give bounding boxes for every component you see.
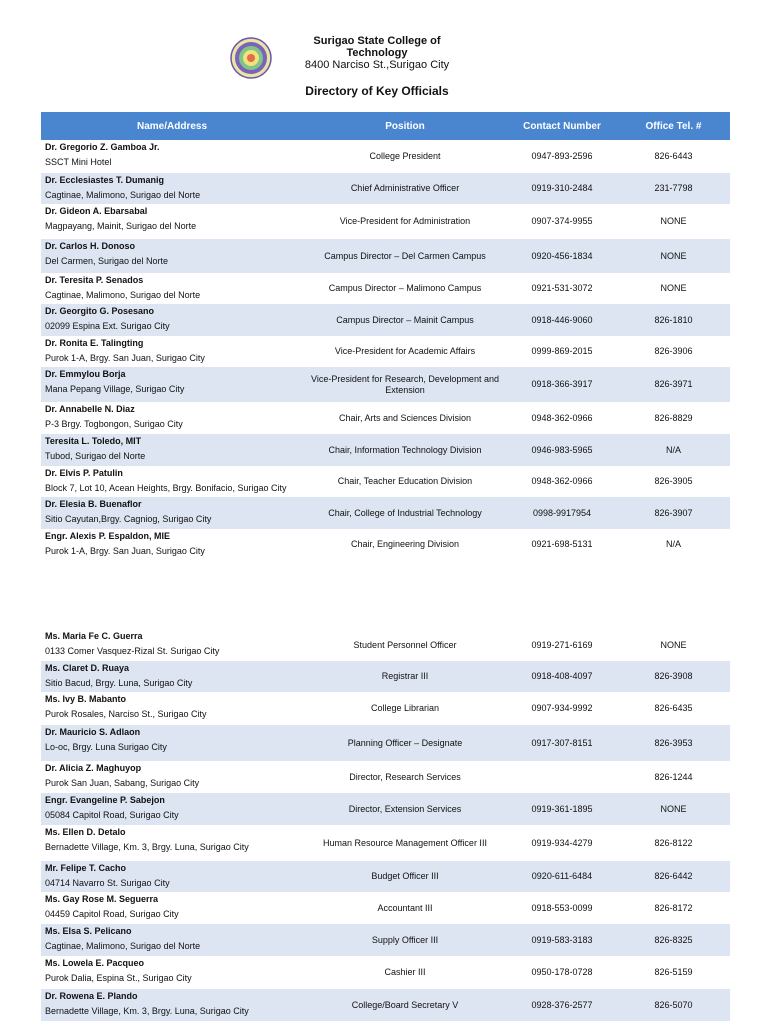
official-name: Engr. Alexis P. Espaldon, MIE — [45, 531, 171, 541]
office-tel-cell: NONE — [617, 239, 730, 273]
table-row — [41, 793, 730, 825]
table-row — [41, 273, 730, 304]
table-row — [41, 336, 730, 367]
official-name: Dr. Ronita E. Talingting — [45, 338, 144, 348]
official-address: Cagtinae, Malimono, Surigao del Norte — [45, 941, 201, 951]
name-address-cell — [41, 924, 303, 956]
office-tel-cell: NONE — [617, 793, 730, 825]
contact-number-cell: 0921-531-3072 — [531, 283, 593, 293]
official-address: Mana Pepang Village, Surigao City — [45, 384, 185, 394]
office-tel-cell: NONE — [660, 216, 687, 226]
officials-table — [41, 112, 730, 560]
official-address: Block 7, Lot 10, Acean Heights, Brgy. Bonifacio, Surigao City — [45, 483, 287, 493]
official-name: Dr. Elesia B. Buenaflor — [45, 499, 142, 509]
office-tel-cell: 826-1810 — [617, 304, 730, 336]
contact-number-cell: 0947-893-2596 — [531, 151, 593, 161]
official-name: Dr. Gideon A. Ebarsabal — [45, 206, 148, 216]
official-address: Purok Rosales, Narciso St., Surigao City — [45, 709, 207, 719]
name-address-cell — [41, 661, 303, 692]
contact-number-cell: 0920-456-1834 — [507, 239, 617, 273]
position-cell: Director, Extension Services — [303, 793, 507, 825]
official-address: Bernadette Village, Km. 3, Brgy. Luna, Surigao City — [45, 1006, 249, 1016]
position-cell: Vice-President for Academic Affairs — [334, 346, 476, 356]
contact-number-cell: 0918-446-9060 — [507, 304, 617, 336]
official-name: Ms. Ellen D. Detalo — [45, 827, 126, 837]
column-header: Contact Number — [507, 112, 617, 140]
official-name: Ms. Elsa S. Pelicano — [45, 926, 132, 936]
official-name: Teresita L. Toledo, MIT — [45, 436, 142, 446]
position-cell: Registrar III — [303, 661, 507, 692]
office-tel-cell: 826-5159 — [654, 967, 693, 977]
contact-number-cell: 0919-271-6169 — [531, 639, 593, 650]
official-name: Mr. Felipe T. Cacho — [45, 863, 127, 873]
name-address-cell — [41, 434, 303, 466]
table-row — [41, 989, 730, 1021]
official-name: Ms. Maria Fe C. Guerra — [45, 631, 143, 641]
office-tel-cell: 826-8325 — [617, 924, 730, 956]
official-address: SSCT Mini Hotel — [45, 157, 112, 167]
table-row — [41, 725, 730, 761]
office-tel-cell: 826-3908 — [617, 661, 730, 692]
office-tel-cell: NONE — [660, 283, 687, 293]
institution-header — [284, 35, 470, 71]
table-row — [41, 239, 730, 273]
official-address: Purok Dalia, Espina St., Surigao City — [45, 973, 192, 983]
contact-number-cell: 0919-361-1895 — [507, 793, 617, 825]
official-name: Dr. Elvis P. Patulin — [45, 468, 123, 478]
name-address-cell — [41, 892, 303, 924]
name-address-cell — [41, 239, 303, 273]
office-tel-cell: 826-8122 — [654, 837, 693, 848]
official-address: Lo-oc, Brgy. Luna Surigao City — [45, 742, 167, 752]
official-name: Ms. Claret D. Ruaya — [45, 663, 130, 673]
official-address: Cagtinae, Malimono, Surigao del Norte — [45, 290, 201, 300]
contact-number-cell: 0998-9917954 — [507, 497, 617, 529]
contact-number-cell: 0919-310-2484 — [507, 173, 617, 204]
official-address: Purok San Juan, Sabang, Surigao City — [45, 778, 200, 788]
contact-number-cell: 0907-374-9955 — [531, 216, 593, 226]
name-address-cell — [41, 692, 303, 725]
name-address-cell — [41, 173, 303, 204]
institution-name: Surigao State College of Technology — [313, 35, 441, 59]
name-address-cell — [41, 793, 303, 825]
official-address: Purok 1-A, Brgy. San Juan, Surigao City — [45, 353, 205, 363]
contact-number-cell: 0917-307-8151 — [507, 725, 617, 761]
table-row — [41, 956, 730, 989]
table-row — [41, 140, 730, 173]
position-cell: Chair, Engineering Division — [350, 539, 460, 549]
contact-number-cell: 0946-983-5965 — [507, 434, 617, 466]
position-cell: Campus Director – Mainit Campus — [303, 304, 507, 336]
name-address-cell — [41, 956, 303, 989]
office-tel-cell: 826-3953 — [617, 725, 730, 761]
table-row — [41, 529, 730, 560]
official-name: Dr. Teresita P. Senados — [45, 275, 144, 285]
contact-number-cell: 0907-934-9992 — [531, 703, 593, 713]
officials-table-continued — [41, 629, 730, 1021]
official-name: Dr. Mauricio S. Adlaon — [45, 727, 141, 737]
office-tel-cell: 826-3907 — [617, 497, 730, 529]
name-address-cell — [41, 204, 303, 239]
table-row — [41, 434, 730, 466]
official-name: Dr. Alicia Z. Maghuyop — [45, 763, 142, 773]
position-cell: Campus Director – Malimono Campus — [328, 283, 482, 293]
institution-address: 8400 Narciso St.,Surigao City — [304, 59, 450, 71]
name-address-cell — [41, 761, 303, 793]
official-address: 0133 Comer Vasquez-Rizal St. Surigao City — [45, 646, 220, 656]
official-address: 04459 Capitol Road, Surigao City — [45, 909, 179, 919]
office-tel-cell: 826-8172 — [654, 902, 693, 913]
contact-number-cell: 0919-934-4279 — [531, 837, 593, 848]
official-name: Dr. Georgito G. Posesano — [45, 306, 155, 316]
name-address-cell — [41, 466, 303, 497]
office-tel-cell: 826-5070 — [617, 989, 730, 1021]
position-cell: Vice-President for Administration — [339, 216, 471, 226]
official-name: Ms. Gay Rose M. Seguerra — [45, 894, 159, 904]
name-address-cell — [41, 336, 303, 367]
table-row — [41, 661, 730, 692]
official-address: 02099 Espina Ext. Surigao City — [45, 321, 170, 331]
table-row — [41, 173, 730, 204]
table-row — [41, 825, 730, 861]
official-address: Sitio Cayutan,Brgy. Cagniog, Surigao City — [45, 514, 212, 524]
office-tel-cell: N/A — [617, 434, 730, 466]
official-name: Dr. Carlos H. Donoso — [45, 241, 136, 251]
name-address-cell — [41, 140, 303, 173]
name-address-cell — [41, 725, 303, 761]
position-cell: College/Board Secretary V — [303, 989, 507, 1021]
name-address-cell — [41, 273, 303, 304]
official-name: Ms. Ivy B. Mabanto — [45, 694, 127, 704]
position-cell: Chair, Arts and Sciences Division — [338, 412, 472, 423]
table-row — [41, 204, 730, 239]
official-name: Dr. Emmylou Borja — [45, 369, 126, 379]
position-cell: Accountant III — [377, 902, 433, 913]
position-cell: Chair, College of Industrial Technology — [303, 497, 507, 529]
column-header: Office Tel. # — [617, 112, 730, 140]
official-name: Dr. Gregorio Z. Gamboa Jr. — [45, 142, 160, 152]
position-cell: College Librarian — [370, 703, 440, 713]
table-row — [41, 924, 730, 956]
name-address-cell — [41, 989, 303, 1021]
official-address: Tubod, Surigao del Norte — [45, 451, 146, 461]
contact-number-cell: 0921-698-5131 — [531, 539, 593, 549]
name-address-cell — [41, 497, 303, 529]
column-header: Position — [303, 112, 507, 140]
official-name: Ms. Lowela E. Pacqueo — [45, 958, 145, 968]
name-address-cell — [41, 825, 303, 861]
college-seal-logo — [230, 37, 272, 79]
position-cell: Vice-President for Research, Development and Extension — [303, 367, 507, 402]
official-name: Dr. Annabelle N. Diaz — [45, 404, 135, 414]
contact-number-cell: 0999-869-2015 — [531, 346, 593, 356]
official-address: P-3 Brgy. Togbongon, Surigao City — [45, 419, 183, 429]
table-row — [41, 692, 730, 725]
page-title: Directory of Key Officials — [305, 84, 449, 98]
contact-number-cell — [507, 761, 617, 793]
contact-number-cell: 0950-178-0728 — [531, 967, 593, 977]
office-tel-cell: 231-7798 — [617, 173, 730, 204]
table-row — [41, 497, 730, 529]
name-address-cell — [41, 367, 303, 402]
office-tel-cell: N/A — [665, 539, 681, 549]
contact-number-cell: 0948-362-0966 — [531, 412, 593, 423]
column-header: Name/Address — [41, 112, 303, 140]
name-address-cell — [41, 861, 303, 892]
contact-number-cell: 0918-553-0099 — [531, 902, 593, 913]
position-cell: Chair, Information Technology Division — [303, 434, 507, 466]
contact-number-cell: 0948-362-0966 — [531, 476, 593, 486]
contact-number-cell: 0920-611-6484 — [507, 861, 617, 892]
name-address-cell — [41, 529, 303, 560]
table-header-row — [41, 112, 730, 140]
position-cell: Cashier III — [384, 967, 426, 977]
office-tel-cell: 826-6435 — [654, 703, 693, 713]
office-tel-cell: 826-3905 — [654, 476, 693, 486]
contact-number-cell: 0918-408-4097 — [507, 661, 617, 692]
position-cell: Chief Administrative Officer — [303, 173, 507, 204]
official-address: Bernadette Village, Km. 3, Brgy. Luna, Surigao City — [45, 842, 249, 852]
name-address-cell — [41, 402, 303, 434]
official-address: 04714 Navarro St. Surigao City — [45, 878, 170, 888]
position-cell: Human Resource Management Officer III — [323, 837, 487, 848]
office-tel-cell: 826-1244 — [654, 771, 693, 782]
position-cell: Student Personnel Officer — [353, 639, 457, 650]
table-row — [41, 304, 730, 336]
table-row — [41, 761, 730, 793]
position-cell: College President — [369, 151, 441, 161]
table-row — [41, 629, 730, 661]
official-address: Purok 1-A, Brgy. San Juan, Surigao City — [45, 546, 205, 556]
contact-number-cell: 0919-583-3183 — [507, 924, 617, 956]
table-row — [41, 466, 730, 497]
position-cell: Supply Officer III — [303, 924, 507, 956]
table-row — [41, 892, 730, 924]
office-tel-cell: 826-6442 — [617, 861, 730, 892]
official-name: Dr. Ecclesiastes T. Dumanig — [45, 175, 165, 185]
position-cell: Director, Research Services — [349, 771, 461, 782]
official-address: Cagtinae, Malimono, Surigao del Norte — [45, 190, 201, 200]
position-cell: Campus Director – Del Carmen Campus — [303, 239, 507, 273]
position-cell: Chair, Teacher Education Division — [337, 476, 473, 486]
official-name: Engr. Evangeline P. Sabejon — [45, 795, 165, 805]
official-address: Sitio Bacud, Brgy. Luna, Surigao City — [45, 678, 193, 688]
office-tel-cell: 826-8829 — [654, 412, 693, 423]
official-name: Dr. Rowena E. Plando — [45, 991, 138, 1001]
office-tel-cell: 826-3906 — [654, 346, 693, 356]
name-address-cell — [41, 629, 303, 661]
position-cell: Planning Officer – Designate — [303, 725, 507, 761]
table-row — [41, 367, 730, 402]
name-address-cell — [41, 304, 303, 336]
official-address: 05084 Capitol Road, Surigao City — [45, 810, 179, 820]
table-row — [41, 402, 730, 434]
office-tel-cell: 826-3971 — [617, 367, 730, 402]
office-tel-cell: NONE — [660, 639, 687, 650]
table-row — [41, 861, 730, 892]
contact-number-cell: 0918-366-3917 — [507, 367, 617, 402]
position-cell: Budget Officer III — [303, 861, 507, 892]
official-address: Magpayang, Mainit, Surigao del Norte — [45, 221, 197, 231]
official-address: Del Carmen, Surigao del Norte — [45, 256, 169, 266]
office-tel-cell: 826-6443 — [654, 151, 693, 161]
contact-number-cell: 0928-376-2577 — [507, 989, 617, 1021]
